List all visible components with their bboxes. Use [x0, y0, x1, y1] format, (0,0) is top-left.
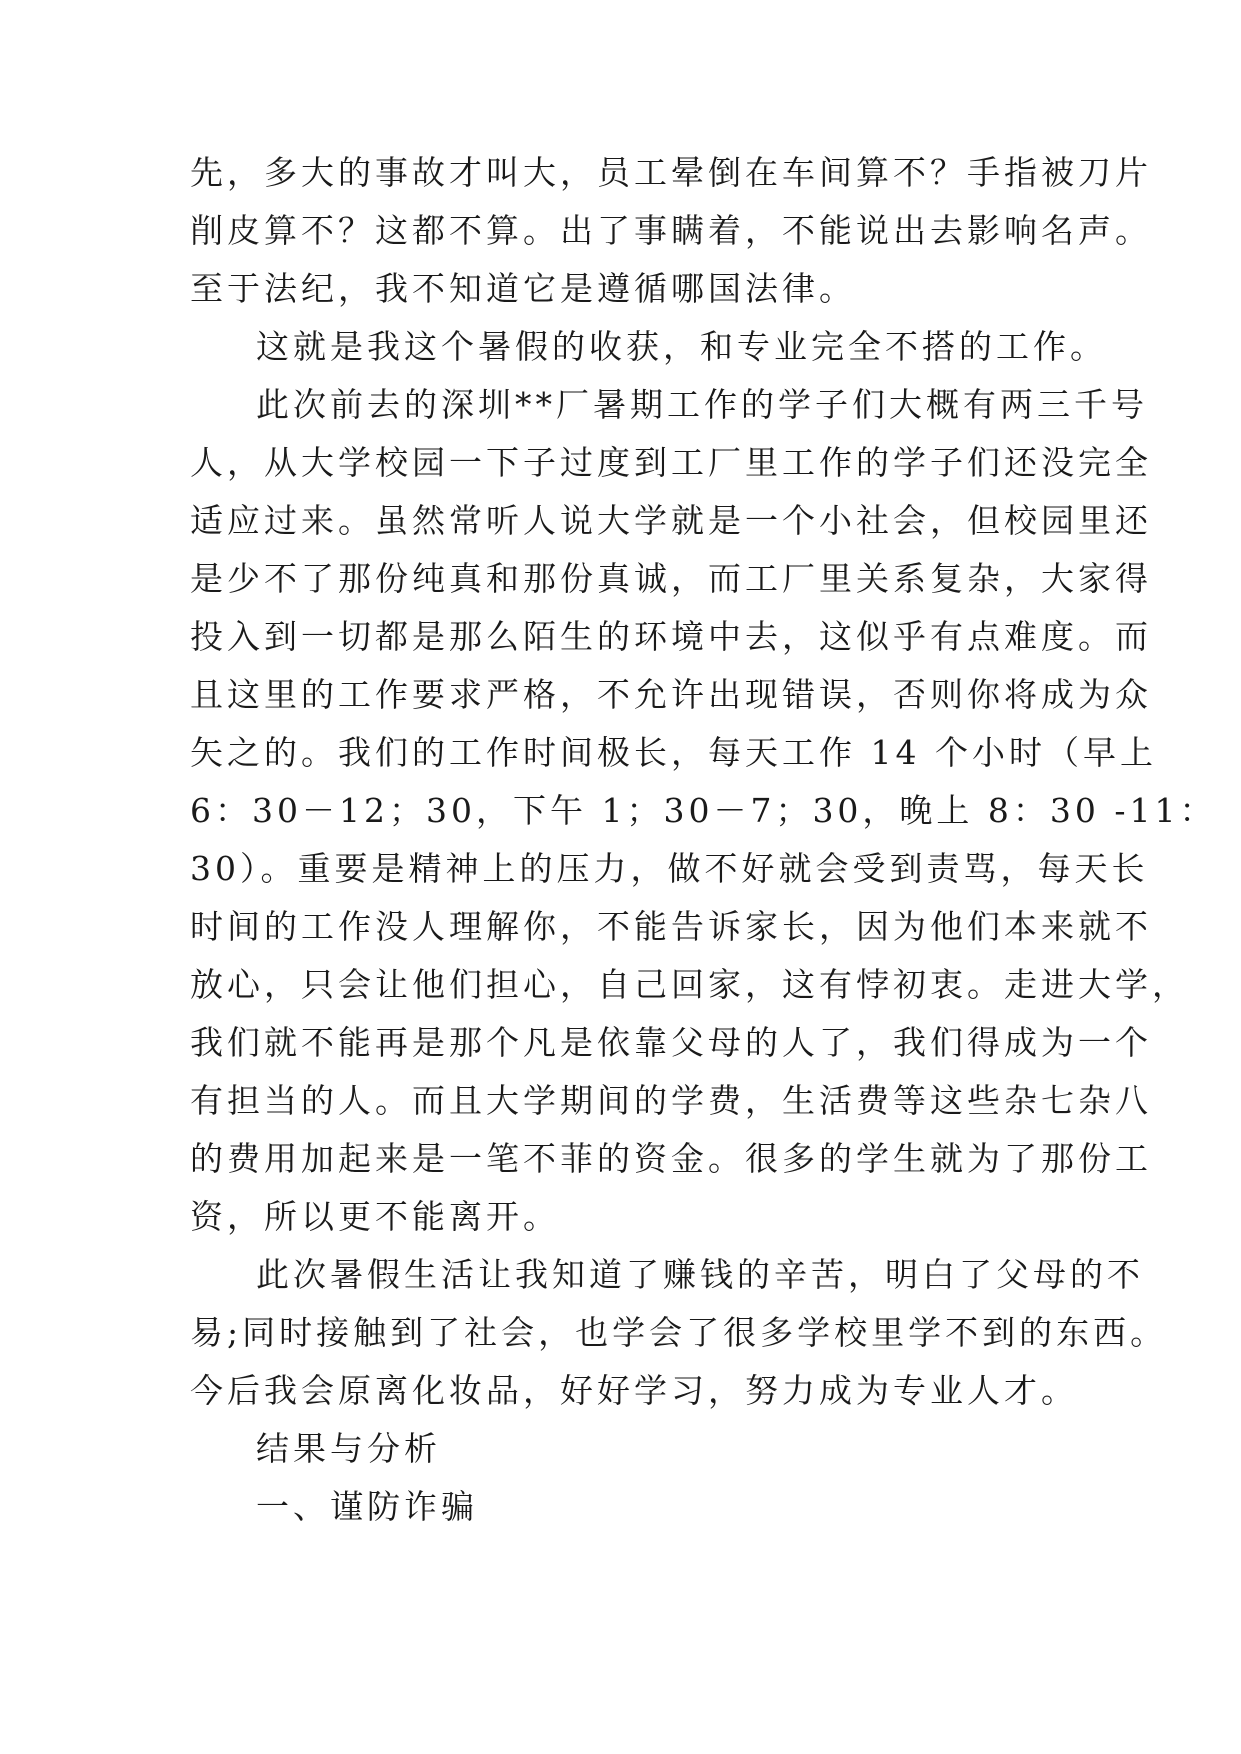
text-line-12: 6：30－12；30，下午 1；30－7；30，晚上 8：30 -11： [190, 791, 1217, 830]
text-line-13: 30）。重要是精神上的压力，做不好就会受到责骂，每天长 [190, 849, 1149, 888]
text-line-10: 且这里的工作要求严格，不允许出现错误，否则你将成为众 [190, 675, 1152, 714]
paragraph-line-4: 这就是我这个暑假的收获，和专业完全不搭的工作。 [256, 327, 1107, 366]
text-line-19: 资，所以更不能离开。 [190, 1197, 560, 1236]
text-line-15: 放心，只会让他们担心，自己回家，这有悖初衷。走进大学， [190, 965, 1189, 1004]
text-line-22: 今后我会原离化妆品，好好学习，努力成为专业人才。 [190, 1371, 1078, 1410]
text-line-8: 是少不了那份纯真和那份真诚，而工厂里关系复杂，大家得 [190, 559, 1152, 598]
text-line-21: 易;同时接触到了社会，也学会了很多学校里学不到的东西。 [190, 1313, 1168, 1352]
text-line-9: 投入到一切都是那么陌生的环境中去，这似乎有点难度。而 [190, 617, 1152, 656]
text-line-11: 矢之的。我们的工作时间极长，每天工作 14 个小时（早上 [190, 733, 1157, 772]
text-line-6: 人，从大学校园一下子过度到工厂里工作的学子们还没完全 [190, 443, 1152, 482]
text-line-16: 我们就不能再是那个凡是依靠父母的人了，我们得成为一个 [190, 1023, 1152, 1062]
text-line-17: 有担当的人。而且大学期间的学费，生活费等这些杂七杂八 [190, 1081, 1152, 1120]
text-line-1: 先，多大的事故才叫大，员工晕倒在车间算不？手指被刀片 [190, 153, 1152, 192]
section-heading: 结果与分析 [256, 1429, 441, 1468]
text-line-7: 适应过来。虽然常听人说大学就是一个小社会，但校园里还 [190, 501, 1152, 540]
text-line-14: 时间的工作没人理解你，不能告诉家长，因为他们本来就不 [190, 907, 1152, 946]
paragraph-line-20: 此次暑假生活让我知道了赚钱的辛苦，明白了父母的不 [256, 1255, 1144, 1294]
text-line-18: 的费用加起来是一笔不菲的资金。很多的学生就为了那份工 [190, 1139, 1152, 1178]
text-line-3: 至于法纪，我不知道它是遵循哪国法律。 [190, 269, 856, 308]
paragraph-line-5: 此次前去的深圳**厂暑期工作的学子们大概有两三千号 [256, 385, 1148, 424]
subsection-heading: 一、谨防诈骗 [256, 1487, 478, 1526]
text-line-2: 削皮算不？这都不算。出了事瞒着，不能说出去影响名声。 [190, 211, 1152, 250]
